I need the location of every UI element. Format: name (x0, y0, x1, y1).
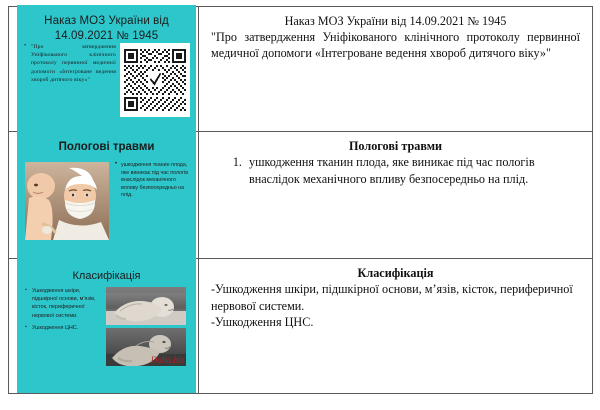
slide-title-classification: Класифікація (72, 270, 141, 282)
table-cell-slide-order (9, 7, 199, 132)
photo-newborn-lying-top (106, 287, 186, 325)
slide-order (17, 5, 196, 131)
slide-classification-body (25, 287, 191, 366)
classification-heading: Класифікація (357, 266, 434, 280)
table-cell-text-classification (199, 259, 593, 394)
photo-nurse-holding-newborn (25, 162, 109, 240)
birth-trauma-list (211, 154, 580, 187)
list-item: ▪ Ушкодження шкіри, підшкірної основи, м’язів, кісток, периферичної нервової системи. (25, 287, 101, 320)
table-cell-slide-classification (9, 259, 199, 394)
slide-birth-trauma-body (25, 162, 189, 240)
slide-birth-trauma-bullet: • ушкодження тканин плода, яке виникає під час пологів внаслідок механічного впливу безпосередньо на плід. (115, 162, 189, 240)
birth-trauma-heading: Пологові травми (348, 139, 443, 153)
classification-line-2: -Ушкодження ЦНС. (211, 315, 314, 329)
table-cell-text-order (199, 7, 593, 132)
photo-nurse-illustration (25, 162, 109, 240)
slide-title-birth-trauma: Пологові травми (58, 141, 155, 153)
slide-order-bullet: • "Про затвердження Уніфікованого клінічного протоколу первинної медичної допомоги «Інтегроване ведення хвороб дитячого віку»" (24, 43, 116, 117)
photo-watermark: Dollo.biz (150, 355, 184, 365)
photo-newborn-top-illustration (106, 287, 186, 325)
content-table (8, 6, 593, 394)
order-body: "Про затвердження Уніфікованого клінічного протоколу первинної медичної допомоги «Інтегроване ведення хвороб дитячого віку»" (211, 30, 580, 60)
list-item: ▪ Ушкодження ЦНС. (25, 324, 101, 332)
table-cell-slide-birth-trauma (9, 132, 199, 259)
slide-birth-trauma (17, 126, 196, 258)
order-text-block (199, 7, 592, 61)
classification-photo-stack (106, 287, 186, 366)
classification-text-block (199, 259, 592, 331)
birth-trauma-text-block (199, 132, 592, 187)
order-heading: Наказ МОЗ України від 14.09.2021 № 1945 (284, 14, 507, 28)
slide-classification-bullets (25, 287, 101, 366)
table-row (9, 7, 593, 132)
table-cell-text-birth-trauma (199, 132, 593, 259)
table-row (9, 259, 593, 394)
slide-classification (17, 253, 196, 393)
qr-code-frame (120, 43, 190, 117)
photo-newborn-bottom-illustration (106, 328, 186, 366)
list-item: 1. ушкодження тканин плода, яке виникає під час пологів внаслідок механічного впливу безпосередньо на плід. (245, 154, 580, 187)
slide-title-order: Наказ МОЗ України від 14.09.2021 № 1945 (44, 15, 169, 42)
qr-code-with-checkmark-icon (122, 45, 188, 115)
table-row (9, 132, 593, 259)
photo-newborn-lying-bottom (106, 328, 186, 366)
classification-line-1: -Ушкодження шкіри, підшкірної основи, м’язів, кісток, периферичної нервової системи. (211, 282, 573, 313)
slide-order-body (24, 43, 190, 117)
